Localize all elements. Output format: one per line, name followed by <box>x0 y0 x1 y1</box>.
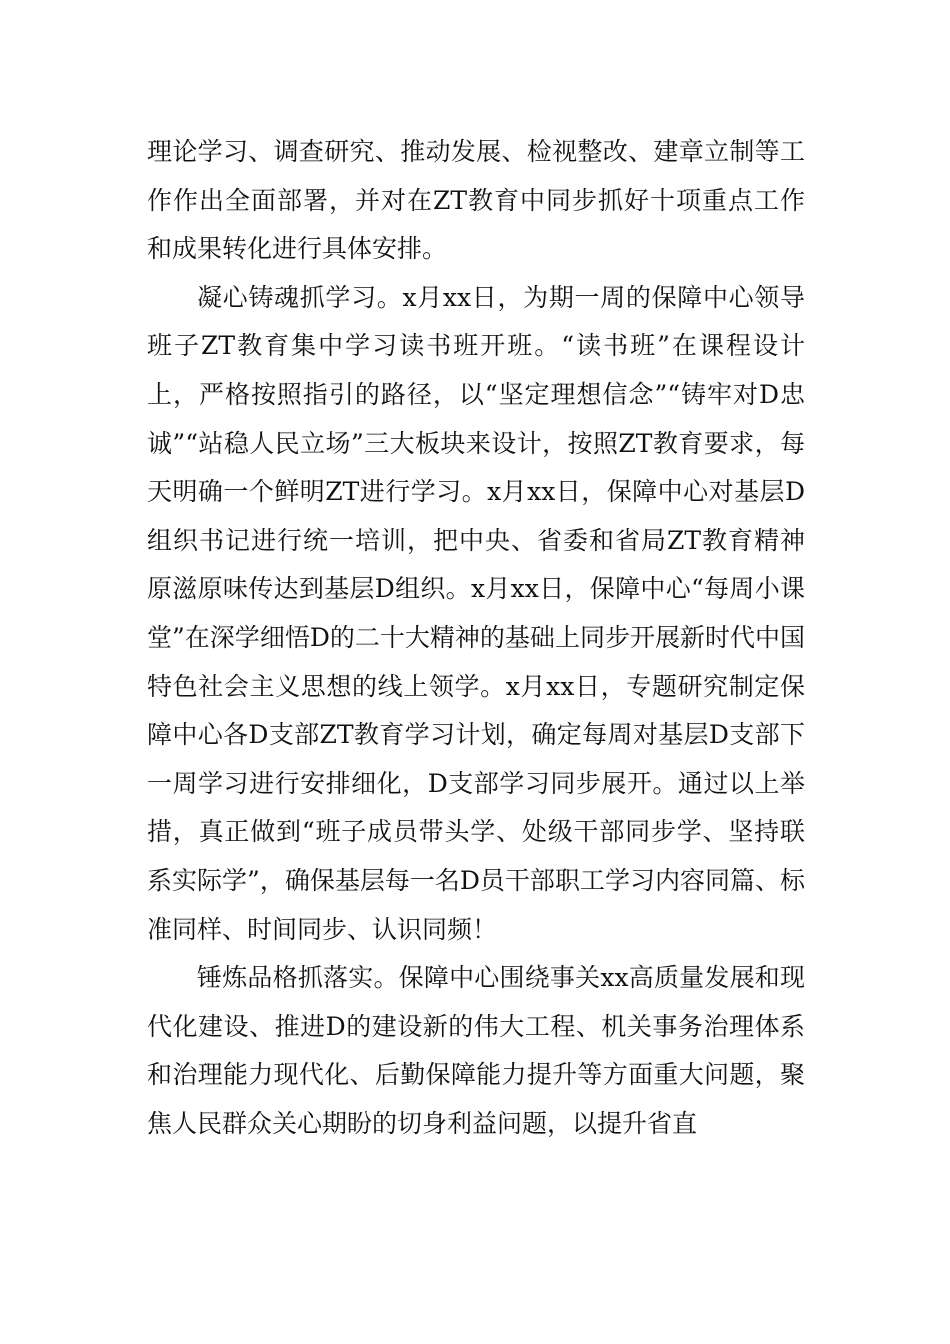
paragraph-study: 凝心铸魂抓学习。x月xx日，为期一周的保障中心领导班子ZT教育集中学习读书班开班。“读书班”在课程设计上，严格按照指引的路径，以“坚定理想信念”“铸牢对D忠诚”“站稳人民立场”三大板块来设计，按照ZT教育要求，每天明确一个鲜明ZT进行学习。x月xx日，保障中心对基层D组织书记进行统一培训，把中央、省委和省局ZT教育精神原滋原味传达到基层D组织。x月xx日，保障中心“每周小课堂”在深学细悟D的二十大精神的基础上同步开展新时代中国特色社会主义思想的线上领学。x月xx日，专题研究制定保障中心各D支部ZT教育学习计划，确定每周对基层D支部下一周学习进行安排细化，D支部学习同步展开。通过以上举措，真正做到“班子成员带头学、处级干部同步学、坚持联系实际学”，确保基层每一名D员干部职工学习内容同篇、标准同样、时间同步、认识同频！ <box>147 282 805 944</box>
paragraph-continued: 理论学习、调查研究、推动发展、检视整改、建章立制等工作作出全面部署，并对在ZT教育中同步抓好十项重点工作和成果转化进行具体安排。 <box>147 137 805 264</box>
document-body <box>147 128 805 1148</box>
paragraph-implementation: 锤炼品格抓落实。保障中心围绕事关xx高质量发展和现代化建设、推进D的建设新的伟大工程、机关事务治理体系和治理能力现代化、后勤保障能力提升等方面重大问题，聚焦人民群众关心期盼的切身利益问题，以提升省直 <box>147 963 805 1138</box>
